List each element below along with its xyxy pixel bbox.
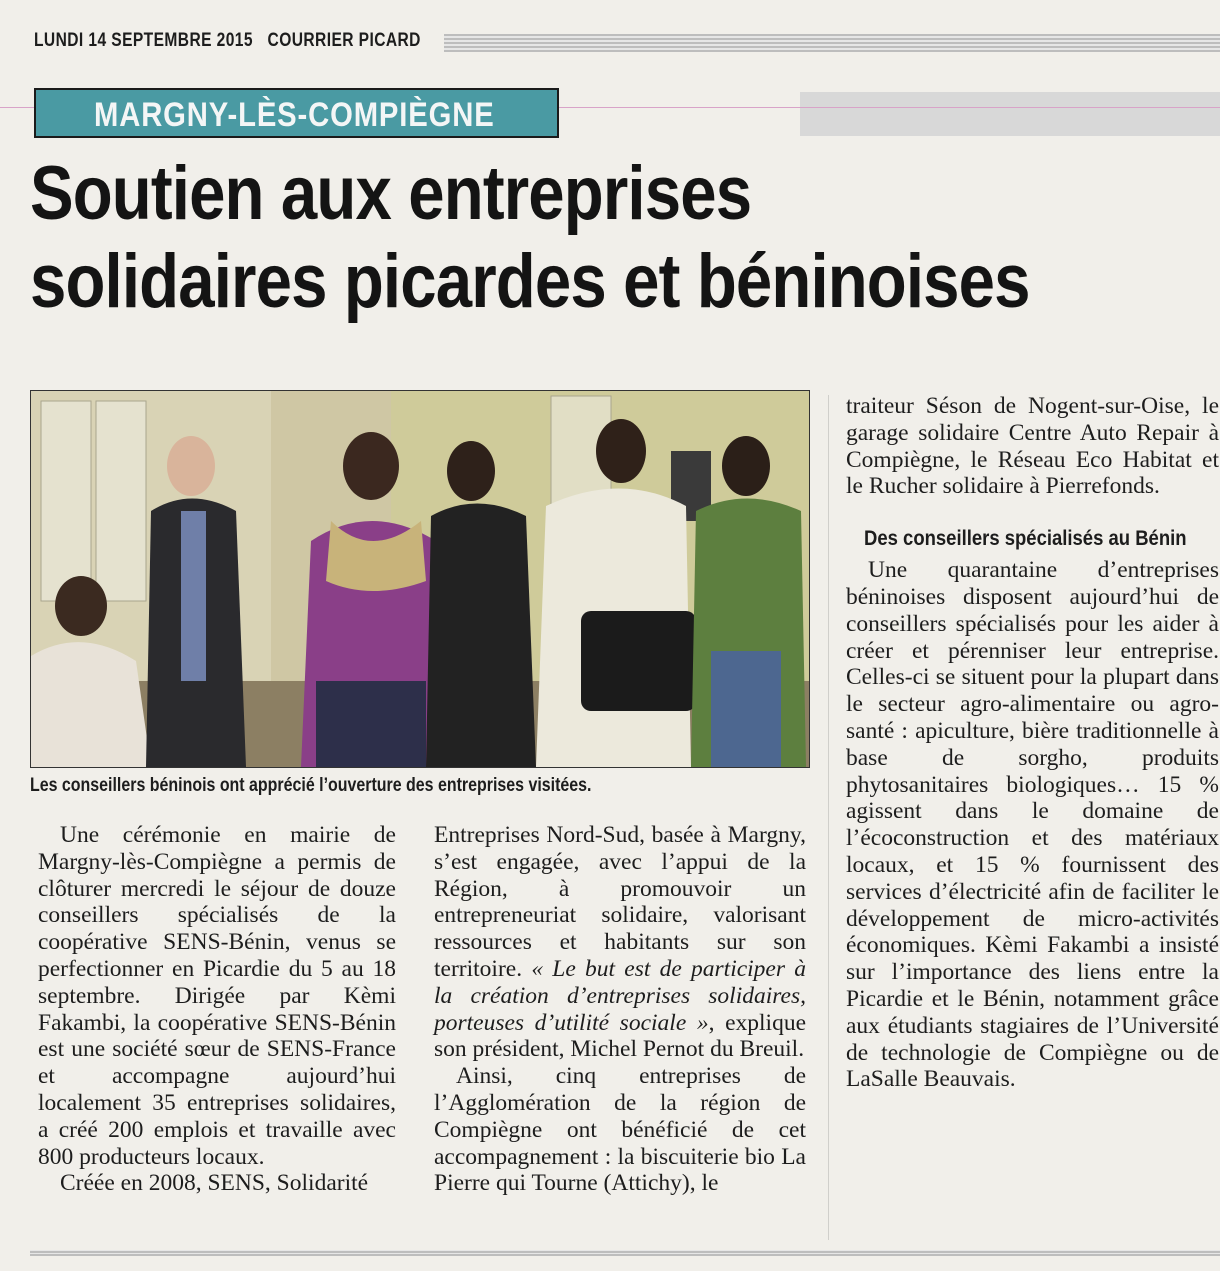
headline-line-2: solidaires picardes et béninoises: [30, 239, 1030, 324]
article-photo: [30, 390, 810, 768]
paragraph: Une quarantaine d’entreprises béninoises disposent aujourd’hui de conseillers spécialisés pour les aider à créer et pérenniser leur entreprise. Celles-ci se situent pour la plupart dans le secteur agro-alimentaire ou agro-santé : apiculture, bière traditionnelle à base de sorgho, produits phytosanitaires biologiques… 15 % agissent dans le domaine de l’écoconstruction et des matériaux locaux, et 15 % fournissent des services d’électricité afin de faciliter le développement de micro-activités économiques. Kèmi Fakambi a insisté sur l’importance des liens entre la Picardie et le Bénin, notamment grâce aux étudiants stagiaires de l’Université de technologie de Compiègne ou de LaSalle Beauvais.: [846, 557, 1219, 1093]
paragraph: Une cérémonie en mairie de Margny-lès-Compiègne a permis de clôturer mercredi le séjour de douze conseillers spécialisés de la coopérative SENS-Bénin, venus se perfectionner en Picardie du 5 au 18 septembre. Dirigée par Kèmi Fakambi, la coopérative SENS-Bénin est une société sœur de SENS-France et accompagne aujourd’hui localement 35 entreprises solidaires, a créé 200 emplois et travaille avec 800 producteurs locaux.: [38, 822, 396, 1170]
photo-caption: Les conseillers béninois ont apprécié l’ouverture des entreprises visitées.: [30, 775, 592, 796]
article-column-3: [846, 393, 1219, 1093]
article-subheading: Des conseillers spécialisés au Bénin: [864, 527, 1187, 551]
bottom-rule: [30, 1250, 1220, 1256]
pull-quote: « Le but est de participer à la création d’entreprises solidaires, porteuses d’utilité sociale »: [434, 955, 806, 1036]
paragraph-text: Entreprises Nord-Sud, basée à Margny, s’est engagée, avec l’appui de la Région, à promouvoir un entrepreneuriat solidaire, valorisant ressources et habitants sur son territoire.: [434, 822, 806, 982]
photo-illustration: [31, 391, 809, 767]
paragraph-text: , explique son président, Michel Pernot du Breuil.: [434, 1009, 807, 1063]
section-tag: [34, 88, 559, 138]
column-separator: [828, 395, 829, 1240]
masthead-date: LUNDI 14 SEPTEMBRE 2015: [34, 30, 253, 51]
top-rule: [444, 34, 1220, 52]
article-column-2: [434, 822, 806, 1197]
facing-page-ghost-tag: [800, 92, 1220, 136]
paragraph: [434, 822, 806, 1063]
section-label: MARGNY-LÈS-COMPIÈGNE: [94, 96, 495, 134]
masthead: [34, 30, 421, 52]
paragraph: Ainsi, cinq entreprises de l’Agglomération de la région de Compiègne ont bénéficié de cet accompagnement : la biscuiterie bio La Pierre qui Tourne (Attichy), le: [434, 1063, 806, 1197]
headline-line-1: Soutien aux entreprises: [30, 151, 752, 236]
article-headline: [30, 150, 1030, 326]
paragraph: traiteur Séson de Nogent-sur-Oise, le garage solidaire Centre Auto Repair à Compiègne, le Réseau Eco Habitat et le Rucher solidaire à Pierrefonds.: [846, 393, 1219, 500]
article-column-1: [38, 822, 396, 1197]
masthead-paper: COURRIER PICARD: [267, 30, 421, 51]
paragraph: Créée en 2008, SENS, Solidarité: [60, 1170, 369, 1197]
